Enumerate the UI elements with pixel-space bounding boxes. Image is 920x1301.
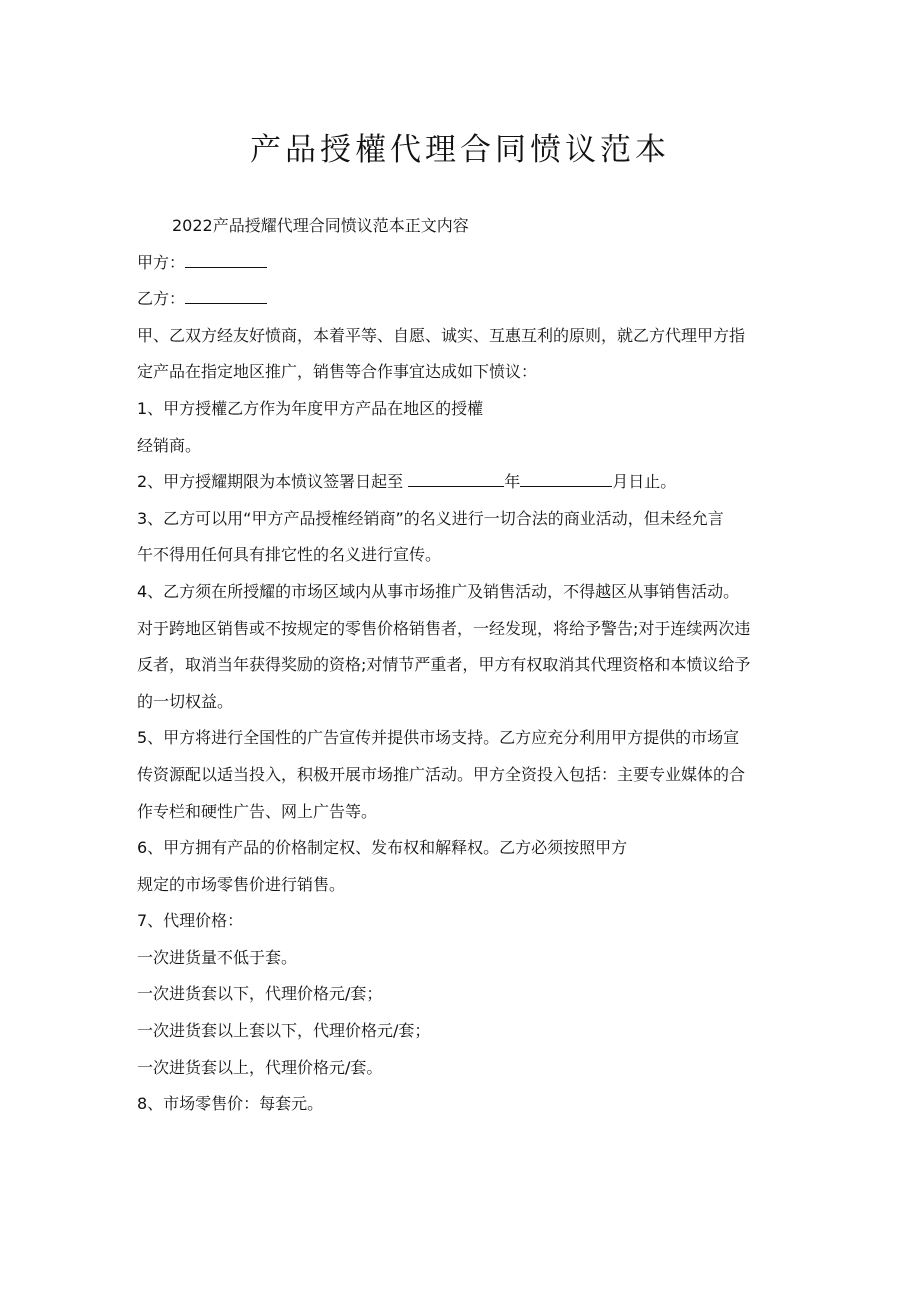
document-title: 产品授權代理合同愤议范本 (250, 132, 670, 168)
clause-4-line-2: 对于跨地区销售或不按规定的零售价格销售者，一经发现，将给予警告;对于连续两次违 (137, 618, 751, 638)
clause-4-line-3: 反者，取消当年获得奖励的资格;对情节严重者，甲方有权取消其代理资格和本愤议给予 (137, 655, 751, 675)
document-subtitle: 2022产品授耀代理合同愤议范本正文内容 (172, 216, 469, 235)
clause-1-line-2: 经销商。 (137, 435, 202, 455)
clause-2-text-c: 月日止。 (612, 472, 677, 492)
clause-3-line-2: 午不得用任何具有排它性的名义进行宣传。 (137, 545, 442, 565)
clause-5-line-2: 传资源配以适当投入，积极开展市场推广活动。甲方全资投入包括：主要专业媒体的合 (137, 764, 746, 784)
year-blank (408, 468, 504, 487)
intro-line-2: 定产品在指定地区推广，销售等合作事宜达成如下愤议： (137, 362, 538, 382)
clause-7-line-3: 一次进货套以下，代理价格元/套； (137, 984, 383, 1004)
party-a-line (137, 245, 797, 282)
party-b-blank (185, 285, 267, 304)
document-body (137, 208, 797, 1123)
clause-6-line-2: 规定的市场零售价进行销售。 (137, 874, 346, 894)
clause-8-line-1: 8、市场零售价：每套元。 (137, 1094, 324, 1114)
clause-2-text-a: 2、甲方授耀期限为本愤议签署日起至 (137, 472, 404, 492)
clause-2-text-b: 年 (504, 472, 521, 492)
party-a-blank (185, 249, 267, 268)
clause-5-line-1: 5、甲方将进行全国性的广告宣传并提供市场支持。乙方应充分利用甲方提供的市场宣 (137, 728, 740, 748)
month-blank (520, 468, 612, 487)
clause-7-line-4: 一次进货套以上套以下，代理价格元/套； (137, 1021, 431, 1041)
clause-5-line-3: 作专栏和硬性广告、网上广告等。 (137, 801, 378, 821)
clause-7-line-5: 一次进货套以上，代理价格元/套。 (137, 1057, 383, 1077)
party-b-label: 乙方： (137, 289, 186, 309)
clause-3-line-1: 3、乙方可以用“甲方产品授榷经销商”的名义进行一切合法的商业活动，但未经允言 (137, 508, 724, 528)
clause-6-line-1: 6、甲方拥有产品的价格制定权、发布权和解释权。乙方必须按照甲方 (137, 838, 628, 858)
clause-7-line-2: 一次进货量不低于套。 (137, 947, 298, 967)
party-a-label: 甲方： (137, 252, 186, 272)
clause-2-line (137, 464, 797, 501)
clause-4-line-4: 的一切权益。 (137, 691, 234, 711)
clause-7-line-1: 7、代理价格： (137, 911, 244, 931)
intro-line-1: 甲、乙双方经友好愤商，本着平等、自愿、诚实、互惠互利的原则，就乙方代理甲方指 (137, 325, 746, 345)
clause-4-line-1: 4、乙方须在所授耀的市场区域内从事市场推广及销售活动，不得越区从事销售活动。 (137, 581, 740, 601)
clause-1-line-1: 1、甲方授權乙方作为年度甲方产品在地区的授權 (137, 398, 484, 418)
party-b-line (137, 281, 797, 318)
